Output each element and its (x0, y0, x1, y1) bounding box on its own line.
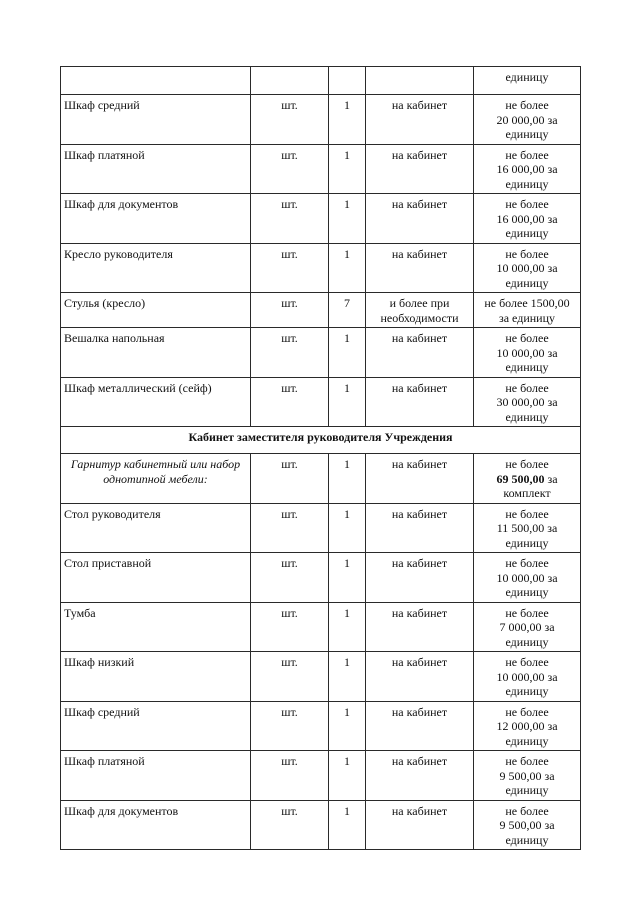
table-row (61, 377, 581, 427)
section-header-row (61, 427, 581, 454)
price-line: не более (505, 331, 549, 345)
table-row (61, 503, 581, 553)
price-line: единицу (505, 585, 549, 599)
unit-cell: шт. (251, 652, 329, 702)
item-name-cell: Вешалка напольная (61, 328, 251, 378)
norm-cell: на кабинет (366, 95, 474, 145)
price-line: единицу (505, 733, 549, 748)
price-cell (474, 800, 581, 850)
unit-cell: шт. (251, 95, 329, 145)
price-line: 7 000,00 за (499, 620, 555, 634)
table-row (61, 67, 581, 95)
price-cell (474, 553, 581, 603)
norm-cell: на кабинет (366, 194, 474, 244)
price-line: не более (505, 380, 549, 395)
table-row (61, 95, 581, 145)
quantity-cell: 1 (329, 553, 366, 603)
price-line: единицу (505, 275, 549, 290)
unit-cell: шт. (251, 751, 329, 801)
price-cell (474, 602, 581, 652)
price-line: не более (505, 147, 549, 162)
price-cell (474, 95, 581, 145)
quantity-cell: 1 (329, 751, 366, 801)
norm-cell: на кабинет (366, 602, 474, 652)
unit-cell: шт. (251, 800, 329, 850)
unit-cell: шт. (251, 293, 329, 328)
price-line: не более (505, 605, 549, 620)
table-row (61, 194, 581, 244)
quantity-cell: 7 (329, 293, 366, 328)
price-line: 16 000,00 за (496, 211, 558, 226)
price-line: 9 500,00 за (499, 818, 555, 832)
price-cell (474, 328, 581, 378)
price-cell (474, 503, 581, 553)
table-row (61, 701, 581, 751)
price-cell (474, 67, 581, 95)
price-line: не более (505, 457, 549, 471)
item-name-cell: Шкаф платяной (61, 144, 251, 194)
unit-cell: шт. (251, 144, 329, 194)
table-row (61, 751, 581, 801)
item-name-cell (61, 67, 251, 95)
price-line: 10 000,00 за (496, 261, 558, 275)
norm-cell: на кабинет (366, 751, 474, 801)
unit-cell (251, 67, 329, 95)
price-line: не более (505, 246, 549, 261)
item-name-cell: Шкаф низкий (61, 652, 251, 702)
unit-cell: шт. (251, 602, 329, 652)
norm-cell (366, 67, 474, 95)
price-line: единицу (505, 127, 549, 141)
table-row (61, 293, 581, 328)
price-cell (474, 454, 581, 504)
unit-cell: шт. (251, 553, 329, 603)
price-line: единицу (505, 783, 549, 797)
price-line: единицу (505, 832, 549, 847)
table-row (61, 602, 581, 652)
quantity-cell: 1 (329, 328, 366, 378)
quantity-cell: 1 (329, 503, 366, 553)
price-line: 10 000,00 за (496, 570, 558, 585)
quantity-cell: 1 (329, 454, 366, 504)
item-name-cell: Шкаф средний (61, 95, 251, 145)
table-row (61, 652, 581, 702)
item-name-cell: Стулья (кресло) (61, 293, 251, 328)
table-row (61, 144, 581, 194)
price-cell (474, 194, 581, 244)
price-line: единицу (505, 70, 549, 84)
item-name-cell: Шкаф для документов (61, 800, 251, 850)
quantity-cell: 1 (329, 95, 366, 145)
price-line: не более (505, 754, 549, 768)
price-cell (474, 701, 581, 751)
price-line: не более (505, 704, 549, 719)
norm-cell: на кабинет (366, 454, 474, 504)
table-row (61, 553, 581, 603)
price-line: не более 1500,00 (484, 296, 570, 310)
quantity-cell: 1 (329, 800, 366, 850)
price-line: не более (505, 98, 549, 112)
unit-cell: шт. (251, 454, 329, 504)
price-line: единицу (505, 360, 549, 374)
section-title: Кабинет заместителя руководителя Учреждения (61, 427, 581, 454)
quantity-cell: 1 (329, 243, 366, 293)
price-cell (474, 144, 581, 194)
price-line: комплект (503, 486, 551, 500)
item-name-cell: Стол приставной (61, 553, 251, 603)
price-line: не более (505, 197, 549, 211)
quantity-cell: 1 (329, 144, 366, 194)
price-line: не более (505, 506, 549, 521)
norm-cell: на кабинет (366, 243, 474, 293)
norm-cell: на кабинет (366, 144, 474, 194)
price-line: за единицу (498, 310, 556, 325)
unit-cell: шт. (251, 194, 329, 244)
price-cell (474, 243, 581, 293)
price-line: единицу (505, 535, 549, 550)
price-cell (474, 377, 581, 427)
price-line: единицу (505, 684, 549, 698)
furniture-norms-table (60, 66, 581, 850)
price-line: единицу (505, 226, 549, 240)
price-line: не более (505, 556, 549, 570)
norm-cell: на кабинет (366, 377, 474, 427)
item-name-cell: Гарнитур кабинетный или набор однотипной мебели: (61, 454, 251, 504)
price-cell (474, 652, 581, 702)
quantity-cell: 1 (329, 602, 366, 652)
item-name-cell: Стол руководителя (61, 503, 251, 553)
norm-cell: на кабинет (366, 503, 474, 553)
price-line: единицу (505, 634, 549, 649)
norm-cell: на кабинет (366, 652, 474, 702)
table-row (61, 243, 581, 293)
unit-cell: шт. (251, 328, 329, 378)
table-row (61, 800, 581, 850)
price-cell (474, 751, 581, 801)
price-cell (474, 293, 581, 328)
price-line: 30 000,00 за (496, 395, 558, 409)
price-line: не более (505, 803, 549, 818)
table-body (61, 67, 581, 850)
unit-cell: шт. (251, 701, 329, 751)
price-line: 10 000,00 за (496, 345, 558, 360)
quantity-cell: 1 (329, 377, 366, 427)
item-name-cell: Тумба (61, 602, 251, 652)
price-line: 12 000,00 за (496, 719, 558, 733)
quantity-cell (329, 67, 366, 95)
price-amount: 69 500,00 (496, 471, 545, 486)
quantity-cell: 1 (329, 701, 366, 751)
price-suffix: за (544, 471, 558, 486)
norm-cell: на кабинет (366, 553, 474, 603)
unit-cell: шт. (251, 243, 329, 293)
quantity-cell: 1 (329, 194, 366, 244)
price-line: 20 000,00 за (496, 112, 558, 127)
item-name-cell: Шкаф платяной (61, 751, 251, 801)
item-name-cell: Кресло руководителя (61, 243, 251, 293)
price-line: единицу (505, 409, 549, 424)
price-line: не более (505, 655, 549, 669)
quantity-cell: 1 (329, 652, 366, 702)
table-row (61, 328, 581, 378)
price-line: 9 500,00 за (499, 768, 555, 783)
price-line: 11 500,00 за (496, 521, 558, 535)
norm-cell: на кабинет (366, 328, 474, 378)
item-name-cell: Шкаф для документов (61, 194, 251, 244)
price-line: 16 000,00 за (496, 162, 558, 176)
norm-cell: на кабинет (366, 800, 474, 850)
price-line (477, 472, 577, 487)
item-name-cell: Шкаф металлический (сейф) (61, 377, 251, 427)
price-line: 10 000,00 за (496, 669, 558, 684)
table-row (61, 454, 581, 504)
item-name-cell: Шкаф средний (61, 701, 251, 751)
price-line: единицу (505, 176, 549, 191)
unit-cell: шт. (251, 377, 329, 427)
norm-cell: и более при необходимости (366, 293, 474, 328)
unit-cell: шт. (251, 503, 329, 553)
norm-cell: на кабинет (366, 701, 474, 751)
